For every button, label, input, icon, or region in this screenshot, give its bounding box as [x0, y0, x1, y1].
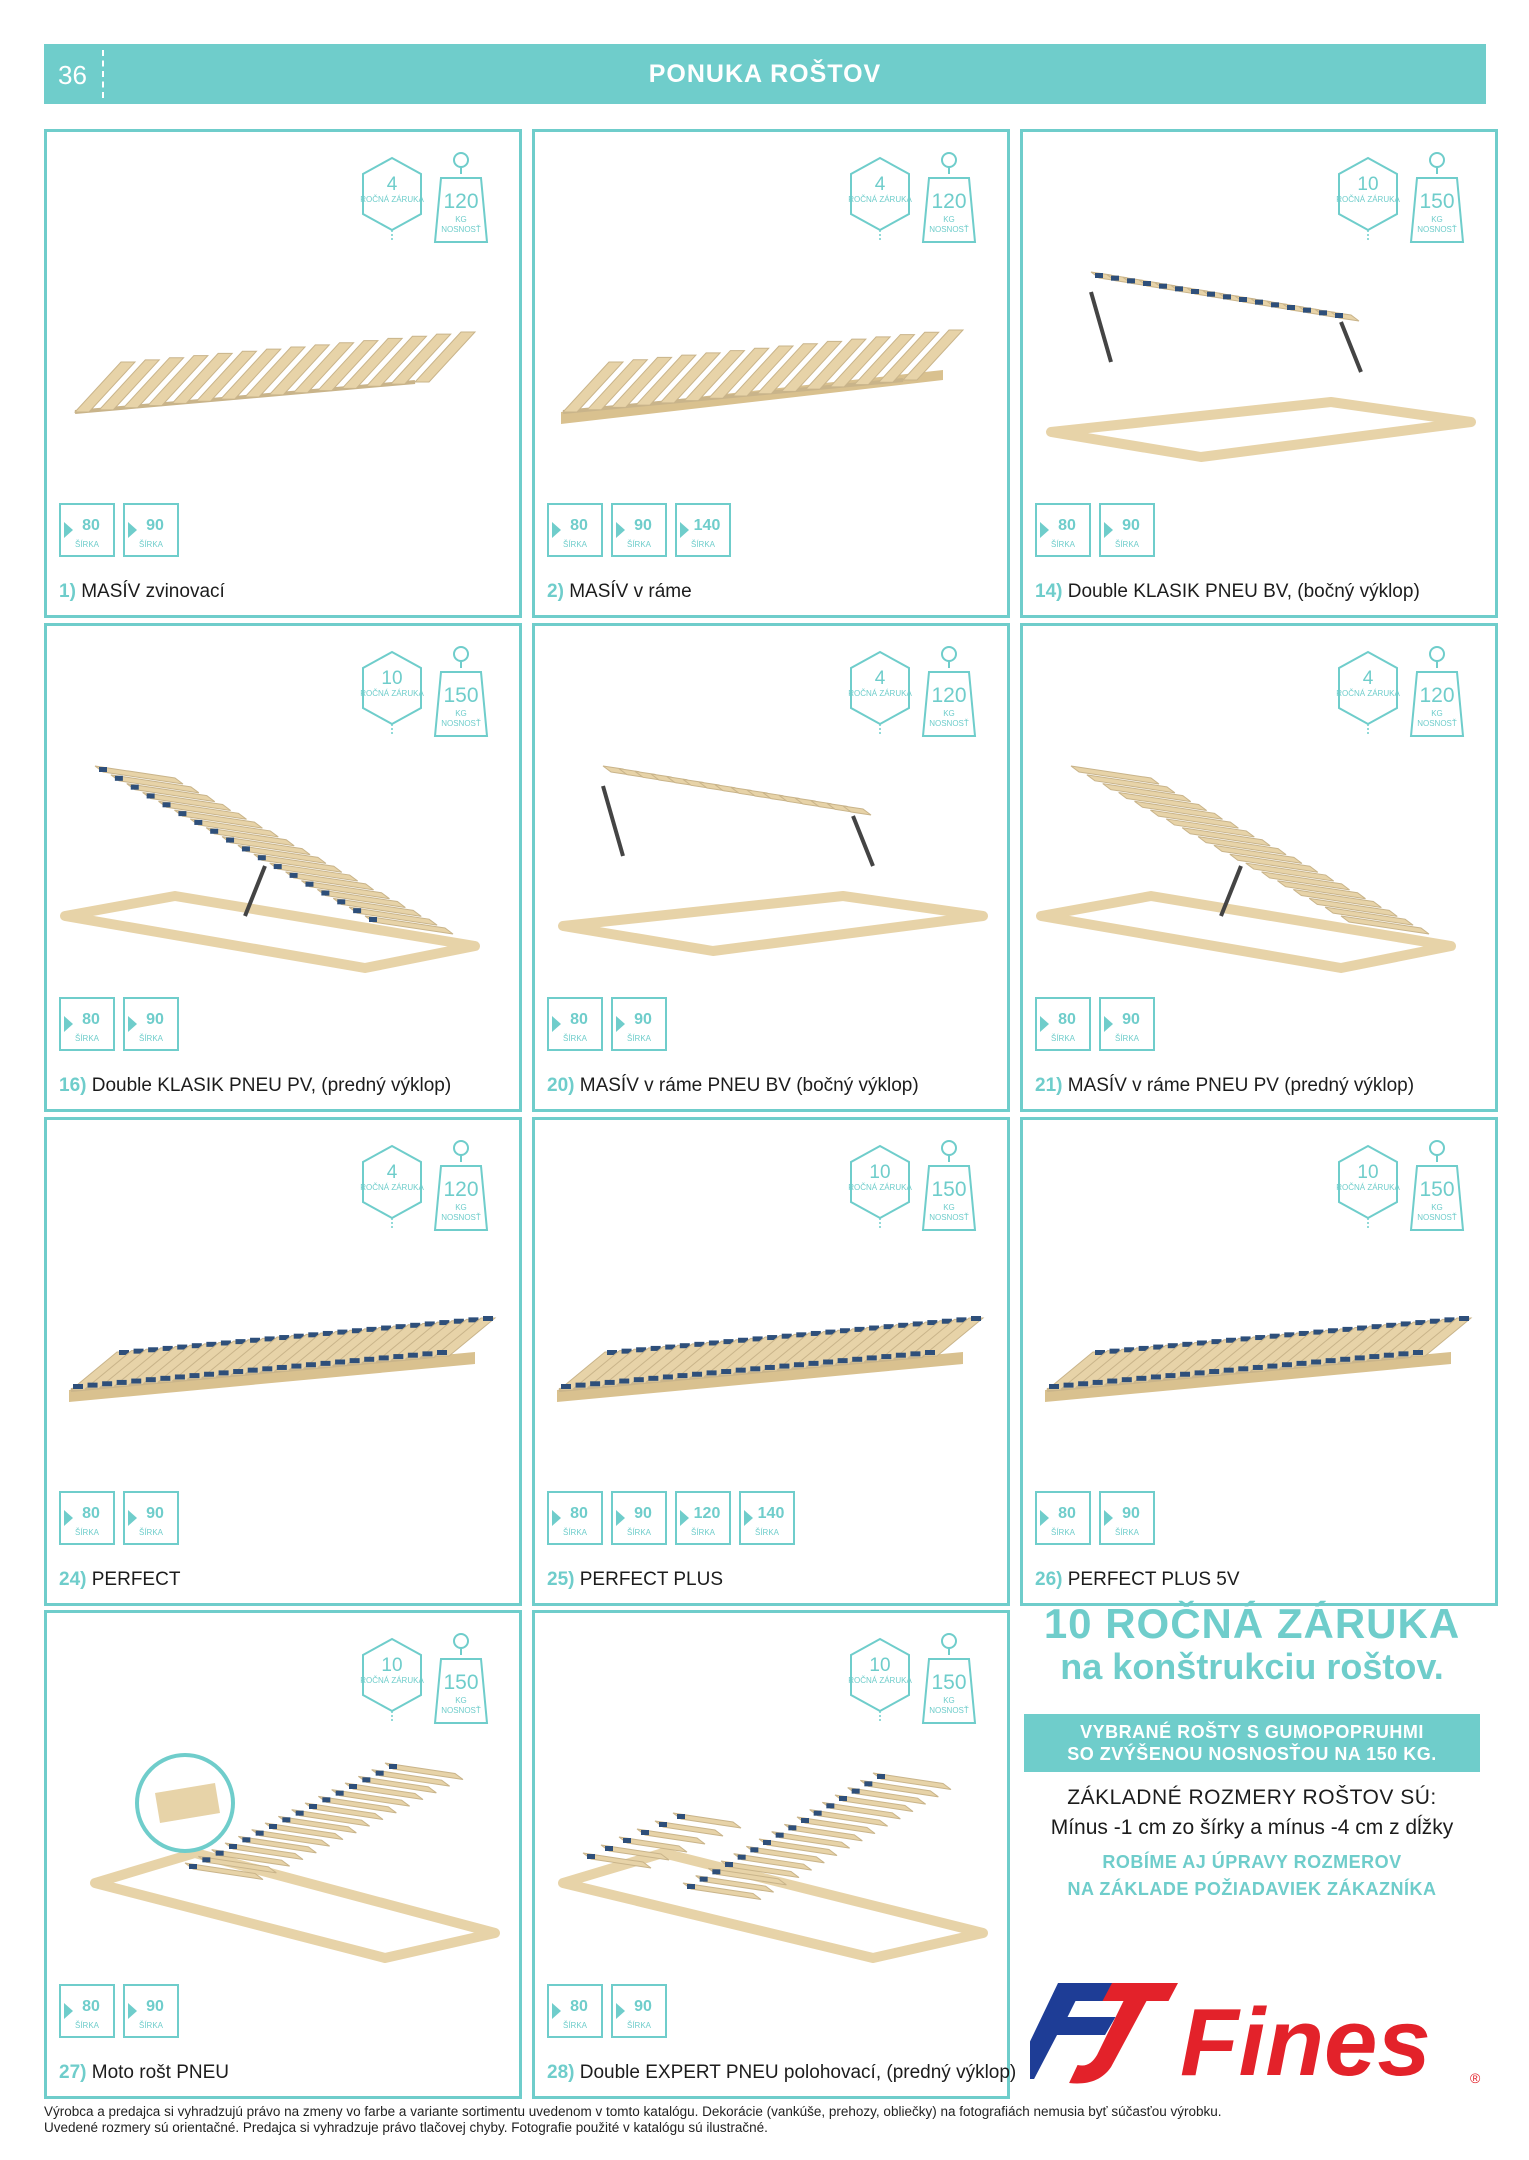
- load-badge: [919, 150, 979, 260]
- product-title: [1035, 581, 1420, 603]
- spec-badges: [1335, 1138, 1475, 1248]
- load-badge: [1407, 1138, 1467, 1248]
- product-illustration: [55, 1733, 511, 1963]
- spec-badges: [847, 644, 987, 754]
- width-option: [739, 1491, 795, 1545]
- width-label: ŠÍRKA: [74, 540, 99, 549]
- promo-banner-line: SO ZVÝŠENOU NOSNOSŤOU NA 150 KG.: [1067, 1744, 1437, 1764]
- disclaimer: [44, 2104, 1494, 2136]
- width-label: ŠÍRKA: [1114, 540, 1139, 549]
- warranty-years: 4: [386, 1162, 398, 1183]
- page-number: 36: [58, 60, 87, 90]
- width-value: 80: [570, 1011, 588, 1028]
- hexagon-icon: [359, 1138, 425, 1248]
- width-option: [59, 1984, 115, 2038]
- product-title: [547, 581, 692, 603]
- load-value: 120: [931, 684, 967, 707]
- width-value: 80: [570, 517, 588, 534]
- load-badge: [431, 644, 491, 754]
- warranty-years: 10: [381, 1655, 403, 1676]
- product-illustration: [543, 746, 999, 976]
- warranty-years: 4: [1362, 668, 1374, 689]
- warranty-label: ROČNÁ ZÁRUKA: [848, 1183, 912, 1192]
- product-name: MASÍV zvinovací: [81, 581, 225, 602]
- width-value: 90: [1122, 517, 1140, 534]
- product-card[interactable]: [532, 623, 1010, 1112]
- width-label: ŠÍRKA: [1114, 1034, 1139, 1043]
- warranty-promo: [1017, 1600, 1487, 1900]
- width-option: [1035, 503, 1091, 557]
- custom-sizes-line: NA ZÁKLADE POŽIADAVIEK ZÁKAZNÍKA: [1067, 1879, 1437, 1899]
- product-illustration: [55, 1240, 511, 1470]
- product-number: 14): [1035, 581, 1063, 602]
- product-number: 2): [547, 581, 564, 602]
- warranty-badge: [1335, 1138, 1401, 1248]
- hexagon-icon: [1335, 1138, 1401, 1248]
- width-option: [611, 503, 667, 557]
- width-option: [611, 1491, 667, 1545]
- load-unit: KG: [943, 1696, 955, 1705]
- warranty-badge: [359, 1138, 425, 1248]
- warranty-label: ROČNÁ ZÁRUKA: [848, 1676, 912, 1685]
- load-value: 150: [1419, 190, 1455, 213]
- product-name: Double EXPERT PNEU polohovací, (predný výklop): [579, 2062, 1017, 2083]
- load-badge: [1407, 644, 1467, 754]
- product-title: [59, 581, 225, 603]
- product-number: 27): [59, 2062, 87, 2083]
- warranty-badge: [847, 1631, 913, 1741]
- width-option: [123, 1984, 179, 2038]
- width-value: 80: [82, 517, 100, 534]
- hexagon-icon: [359, 150, 425, 260]
- warranty-label: ROČNÁ ZÁRUKA: [360, 1183, 424, 1192]
- load-label: NOSNOSŤ: [929, 1213, 969, 1222]
- promo-banner: [1024, 1714, 1480, 1772]
- spec-badges: [359, 150, 499, 260]
- logo-registered-mark: ®: [1470, 2070, 1481, 2086]
- product-card[interactable]: [532, 1117, 1010, 1606]
- product-title: [59, 1569, 180, 1591]
- width-option: [59, 503, 115, 557]
- width-label: ŠÍRKA: [1050, 1034, 1075, 1043]
- product-title: [547, 2062, 1016, 2084]
- product-illustration: [1031, 1240, 1487, 1470]
- hexagon-icon: [847, 1138, 913, 1248]
- load-unit: KG: [455, 1203, 467, 1212]
- product-name: PERFECT: [91, 1569, 181, 1590]
- disclaimer-line: Výrobca a predajca si vyhradzujú právo na zmeny vo farbe a variante sortimentu uvedenom v tomto katalógu. Dekorácie (vankúše, prehozy, obliečky) na fotografiách nemusia byť súčasťou výrobku.: [44, 2104, 1222, 2119]
- warranty-badge: [847, 644, 913, 754]
- width-value: 120: [693, 1505, 721, 1522]
- width-label: ŠÍRKA: [562, 1034, 587, 1043]
- width-label: ŠÍRKA: [626, 540, 651, 549]
- width-value: 80: [82, 1011, 100, 1028]
- width-value: 80: [570, 1505, 588, 1522]
- product-card[interactable]: [44, 1610, 522, 2099]
- product-card[interactable]: [1020, 1117, 1498, 1606]
- width-label: ŠÍRKA: [626, 2021, 651, 2030]
- load-label: NOSNOSŤ: [441, 1706, 481, 1715]
- load-unit: KG: [455, 215, 467, 224]
- page-header: [44, 44, 1486, 104]
- width-value: 90: [634, 517, 652, 534]
- spec-badges: [1335, 644, 1475, 754]
- warranty-label: ROČNÁ ZÁRUKA: [1336, 689, 1400, 698]
- fines-logo: [1030, 1975, 1490, 2090]
- warranty-label: ROČNÁ ZÁRUKA: [848, 195, 912, 204]
- load-unit: KG: [1431, 709, 1443, 718]
- product-card[interactable]: [44, 623, 522, 1112]
- load-badge: [1407, 150, 1467, 260]
- spec-badges: [847, 150, 987, 260]
- product-name: Double KLASIK PNEU PV, (predný výklop): [91, 1075, 452, 1096]
- load-value: 120: [443, 1178, 479, 1201]
- width-value: 80: [1058, 1505, 1076, 1522]
- width-label: ŠÍRKA: [626, 1528, 651, 1537]
- width-option: [1099, 1491, 1155, 1545]
- load-label: NOSNOSŤ: [1417, 225, 1457, 234]
- load-label: NOSNOSŤ: [929, 225, 969, 234]
- disclaimer-line: Uvedené rozmery sú orientačné. Predajca si vyhradzuje právo tlačovej chyby. Fotografie použité v katalógu sú ilustračné.: [44, 2120, 768, 2135]
- load-value: 120: [443, 190, 479, 213]
- spec-badges: [847, 1631, 987, 1741]
- width-value: 80: [570, 1998, 588, 2015]
- load-label: NOSNOSŤ: [441, 719, 481, 728]
- product-number: 16): [59, 1075, 87, 1096]
- width-value: 90: [634, 1011, 652, 1028]
- product-number: 20): [547, 1075, 575, 1096]
- load-unit: KG: [455, 709, 467, 718]
- width-label: ŠÍRKA: [138, 1528, 163, 1537]
- load-unit: KG: [943, 1203, 955, 1212]
- width-value: 90: [146, 517, 164, 534]
- width-label: ŠÍRKA: [74, 1034, 99, 1043]
- product-number: 26): [1035, 1569, 1063, 1590]
- width-label: ŠÍRKA: [754, 1528, 779, 1537]
- spec-badges: [359, 1631, 499, 1741]
- warranty-years: 10: [1357, 174, 1379, 195]
- promo-subheadline: na konštrukciu roštov.: [1060, 1646, 1444, 1687]
- page-title: PONUKA ROŠTOV: [648, 60, 882, 88]
- spec-badges: [1335, 150, 1475, 260]
- width-label: ŠÍRKA: [562, 2021, 587, 2030]
- width-option: [611, 1984, 667, 2038]
- width-value: 90: [634, 1998, 652, 2015]
- product-number: 21): [1035, 1075, 1063, 1096]
- spec-badges: [359, 1138, 499, 1248]
- width-value: 140: [757, 1505, 785, 1522]
- width-value: 90: [146, 1505, 164, 1522]
- width-value: 90: [146, 1998, 164, 2015]
- product-title: [59, 1075, 451, 1097]
- product-name: MASÍV v ráme PNEU BV (bočný výklop): [579, 1075, 919, 1096]
- load-unit: KG: [455, 1696, 467, 1705]
- promo-headline: 10 ROČNÁ ZÁRUKA: [1043, 1600, 1461, 1647]
- warranty-badge: [847, 1138, 913, 1248]
- width-option: [547, 997, 603, 1051]
- logo-wordmark: Fines: [1180, 1989, 1431, 2090]
- product-name: Double KLASIK PNEU BV, (bočný výklop): [1067, 581, 1420, 602]
- warranty-label: ROČNÁ ZÁRUKA: [1336, 195, 1400, 204]
- width-label: ŠÍRKA: [74, 1528, 99, 1537]
- width-value: 90: [146, 1011, 164, 1028]
- load-label: NOSNOSŤ: [929, 1706, 969, 1715]
- warranty-years: 10: [869, 1162, 891, 1183]
- width-value: 80: [82, 1998, 100, 2015]
- warranty-years: 4: [386, 174, 398, 195]
- warranty-years: 10: [381, 668, 403, 689]
- product-number: 24): [59, 1569, 87, 1590]
- hexagon-icon: [359, 1631, 425, 1741]
- warranty-years: 4: [874, 668, 886, 689]
- width-label: ŠÍRKA: [562, 540, 587, 549]
- product-name: PERFECT PLUS: [579, 1569, 723, 1590]
- product-illustration: [543, 1240, 999, 1470]
- width-value: 90: [1122, 1011, 1140, 1028]
- width-option: [675, 503, 731, 557]
- spec-badges: [847, 1138, 987, 1248]
- warranty-badge: [359, 150, 425, 260]
- product-name: PERFECT PLUS 5V: [1067, 1569, 1240, 1590]
- product-title: [1035, 1075, 1414, 1097]
- load-label: NOSNOSŤ: [441, 1213, 481, 1222]
- custom-sizes-line: ROBÍME AJ ÚPRAVY ROZMEROV: [1102, 1852, 1402, 1872]
- width-label: ŠÍRKA: [690, 1528, 715, 1537]
- width-label: ŠÍRKA: [1114, 1528, 1139, 1537]
- promo-banner-line: VYBRANÉ ROŠTY S GUMOPOPRUHMI: [1080, 1722, 1424, 1742]
- load-value: 150: [443, 1671, 479, 1694]
- width-option: [59, 997, 115, 1051]
- load-badge: [431, 1138, 491, 1248]
- hexagon-icon: [1335, 644, 1401, 754]
- load-badge: [431, 150, 491, 260]
- product-title: [59, 2062, 229, 2084]
- width-label: ŠÍRKA: [562, 1528, 587, 1537]
- width-option: [123, 997, 179, 1051]
- width-value: 90: [634, 1505, 652, 1522]
- spec-badges: [359, 644, 499, 754]
- width-option: [1035, 997, 1091, 1051]
- width-option: [1035, 1491, 1091, 1545]
- warranty-label: ROČNÁ ZÁRUKA: [848, 689, 912, 698]
- hexagon-icon: [847, 150, 913, 260]
- product-card[interactable]: [532, 129, 1010, 618]
- product-illustration: [55, 252, 511, 482]
- warranty-years: 10: [869, 1655, 891, 1676]
- product-illustration: [543, 1733, 999, 1963]
- load-value: 150: [931, 1671, 967, 1694]
- warranty-label: ROČNÁ ZÁRUKA: [1336, 1183, 1400, 1192]
- product-illustration: [1031, 746, 1487, 976]
- width-value: 90: [1122, 1505, 1140, 1522]
- width-value: 80: [82, 1505, 100, 1522]
- hexagon-icon: [847, 1631, 913, 1741]
- load-badge: [919, 1138, 979, 1248]
- load-label: NOSNOSŤ: [929, 719, 969, 728]
- width-label: ŠÍRKA: [1050, 540, 1075, 549]
- load-value: 150: [931, 1178, 967, 1201]
- width-label: ŠÍRKA: [690, 540, 715, 549]
- product-illustration: [543, 252, 999, 482]
- width-option: [1099, 503, 1155, 557]
- width-option: [547, 503, 603, 557]
- product-card[interactable]: [1020, 129, 1498, 618]
- product-card[interactable]: [44, 1117, 522, 1606]
- width-option: [675, 1491, 731, 1545]
- width-label: ŠÍRKA: [74, 2021, 99, 2030]
- load-unit: KG: [1431, 1203, 1443, 1212]
- product-card[interactable]: [44, 129, 522, 618]
- width-option: [1099, 997, 1155, 1051]
- load-value: 150: [443, 684, 479, 707]
- load-unit: KG: [943, 215, 955, 224]
- product-number: 28): [547, 2062, 575, 2083]
- load-badge: [919, 1631, 979, 1741]
- load-unit: KG: [1431, 215, 1443, 224]
- product-name: MASÍV v ráme: [569, 581, 692, 602]
- product-title: [547, 1569, 723, 1591]
- width-label: ŠÍRKA: [1050, 1528, 1075, 1537]
- product-name: Moto rošt PNEU: [91, 2062, 230, 2083]
- load-label: NOSNOSŤ: [1417, 719, 1457, 728]
- width-option: [547, 1984, 603, 2038]
- warranty-badge: [359, 1631, 425, 1741]
- width-option: [611, 997, 667, 1051]
- warranty-badge: [359, 644, 425, 754]
- load-badge: [919, 644, 979, 754]
- width-label: ŠÍRKA: [138, 2021, 163, 2030]
- width-label: ŠÍRKA: [138, 540, 163, 549]
- hexagon-icon: [847, 644, 913, 754]
- load-label: NOSNOSŤ: [1417, 1213, 1457, 1222]
- width-label: ŠÍRKA: [138, 1034, 163, 1043]
- product-illustration: [55, 746, 511, 976]
- width-option: [59, 1491, 115, 1545]
- product-title: [1035, 1569, 1240, 1591]
- width-value: 80: [1058, 517, 1076, 534]
- load-value: 120: [931, 190, 967, 213]
- sizes-heading: ZÁKLADNÉ ROZMERY ROŠTOV SÚ:: [1067, 1786, 1437, 1809]
- product-title: [547, 1075, 919, 1097]
- load-value: 150: [1419, 1178, 1455, 1201]
- product-name: MASÍV v ráme PNEU PV (predný výklop): [1067, 1075, 1415, 1096]
- load-badge: [431, 1631, 491, 1741]
- load-value: 120: [1419, 684, 1455, 707]
- warranty-years: 10: [1357, 1162, 1379, 1183]
- load-unit: KG: [943, 709, 955, 718]
- warranty-badge: [1335, 150, 1401, 260]
- width-value: 140: [693, 517, 721, 534]
- load-label: NOSNOSŤ: [441, 225, 481, 234]
- width-option: [123, 503, 179, 557]
- width-value: 80: [1058, 1011, 1076, 1028]
- hexagon-icon: [359, 644, 425, 754]
- product-illustration: [1031, 252, 1487, 482]
- sizes-text: Mínus -1 cm zo šírky a mínus -4 cm z dĺžky: [1050, 1816, 1454, 1839]
- warranty-label: ROČNÁ ZÁRUKA: [360, 1676, 424, 1685]
- warranty-label: ROČNÁ ZÁRUKA: [360, 195, 424, 204]
- product-card[interactable]: [1020, 623, 1498, 1112]
- warranty-label: ROČNÁ ZÁRUKA: [360, 689, 424, 698]
- width-label: ŠÍRKA: [626, 1034, 651, 1043]
- warranty-badge: [847, 150, 913, 260]
- width-option: [547, 1491, 603, 1545]
- hexagon-icon: [1335, 150, 1401, 260]
- product-number: 1): [59, 581, 76, 602]
- warranty-years: 4: [874, 174, 886, 195]
- width-option: [123, 1491, 179, 1545]
- warranty-badge: [1335, 644, 1401, 754]
- product-card[interactable]: [532, 1610, 1017, 2099]
- product-number: 25): [547, 1569, 575, 1590]
